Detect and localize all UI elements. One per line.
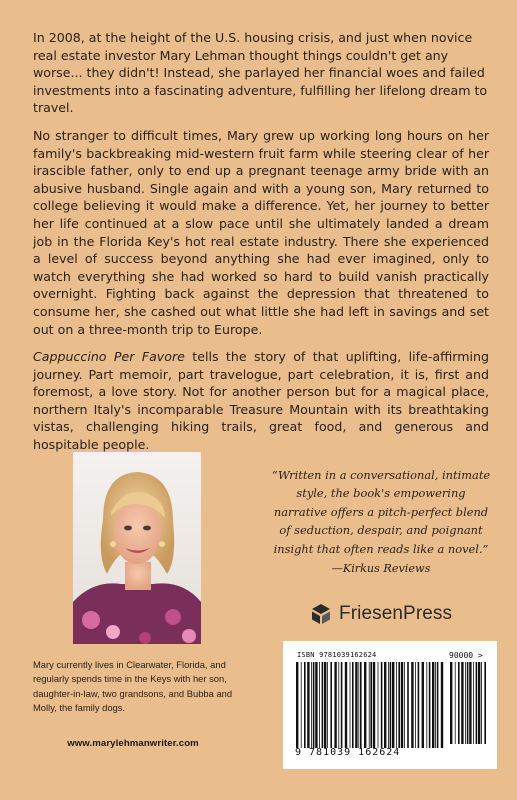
blurb-text	[33, 29, 489, 464]
barcode-bar	[373, 662, 375, 748]
isbn-barcode	[295, 662, 445, 748]
barcode-bar	[381, 662, 383, 748]
barcode-bar	[476, 662, 478, 744]
barcode-bar	[404, 662, 405, 748]
review-quote: “Written in a conversational, intimate style, the book's empowering narrative offers a pitch-perfect blend of seduction, despair, and poignant insight that often reads like a novel.”	[271, 468, 491, 556]
barcode-bar	[401, 662, 403, 748]
barcode-bar	[411, 662, 413, 748]
author-website: www.marylehmanwriter.com	[67, 738, 199, 749]
barcode-bar	[429, 662, 431, 748]
barcode-bar	[338, 662, 339, 748]
barcode-bar	[432, 662, 434, 748]
barcode-bar	[450, 662, 452, 744]
barcode-bar	[435, 662, 436, 748]
barcode-bar	[304, 662, 306, 748]
barcode-bar	[350, 662, 351, 748]
barcode-digits: 9 781039 162624	[295, 747, 401, 758]
barcode-bar	[355, 662, 357, 748]
price-barcode	[449, 662, 489, 744]
barcode-bar	[345, 662, 347, 748]
barcode-bar	[484, 662, 486, 744]
publisher-logo	[309, 600, 452, 628]
barcode-bar	[369, 662, 370, 748]
review-attribution: —Kirkus Reviews	[331, 562, 431, 575]
barcode-bar	[465, 662, 466, 744]
barcode-panel	[283, 641, 497, 769]
barcode-bar	[469, 662, 471, 744]
barcode-bar	[315, 662, 317, 748]
barcode-bar	[327, 662, 328, 748]
isbn-label: ISBN 9781039162624	[297, 651, 377, 659]
barcode-bar	[296, 662, 298, 748]
barcode-bar	[307, 662, 309, 748]
barcode-bar	[384, 662, 386, 748]
barcode-bar	[441, 662, 443, 748]
barcode-bar	[311, 662, 312, 748]
barcode-bar	[481, 662, 482, 744]
barcode-bar	[455, 662, 456, 744]
barcode-bar	[396, 662, 397, 748]
author-photo	[73, 452, 201, 644]
blurb-paragraph-3	[33, 348, 489, 454]
friesenpress-logo-icon	[309, 602, 333, 626]
barcode-bar	[330, 662, 332, 748]
barcode-bar	[461, 662, 463, 744]
barcode-bar	[378, 662, 379, 748]
barcode-bar	[478, 662, 480, 744]
barcode-bar	[422, 662, 424, 748]
barcode-bar	[407, 662, 409, 748]
barcode-bar	[392, 662, 394, 748]
barcode-bar	[319, 662, 320, 748]
barcode-bar	[370, 662, 372, 748]
publisher-name: FriesenPress	[339, 603, 453, 624]
barcode-bar	[364, 662, 366, 748]
barcode-bar	[313, 662, 315, 748]
barcode-bar	[415, 662, 416, 748]
barcode-bar	[324, 662, 326, 748]
barcode-bar	[398, 662, 400, 748]
price-code: 90000 >	[449, 651, 483, 660]
barcode-bar	[360, 662, 362, 748]
barcode-bar	[388, 662, 389, 748]
blurb-paragraph-2: No stranger to difficult times, Mary grew up working long hours on her family's backbreaking mid-western fruit farm while steering clear of her irascible father, only to end up a pregnant teenage army bride with an abusive husband. Single again and with a young son, Mary returned to college believing it would make a difference. Yet, her journey to better her life continued at a slow pace until she ultimately landed a dream job in the Florida Key's hot real estate industry. There she experienced a level of success beyond anything she had ever imagined, only to watch everything she had worked so hard to build vanish practically overnight. Fighting back against the depression that threatened to consume her, she cashed out what little she had left in savings and set out on a three-month trip to Europe.	[33, 127, 489, 337]
barcode-bar	[341, 662, 343, 748]
barcode-bar	[458, 662, 460, 744]
barcode-bar	[301, 662, 302, 748]
barcode-bar	[473, 662, 474, 744]
barcode-bar	[352, 662, 354, 748]
blurb-paragraph-3-text: tells the story of that uplifting, life-affirming journey. Part memoir, part travelogue, part celebration, it is, first and foremost, a love story. Not for another person but for a magical place, northern Italy's incomparable Treasure Mountain with its breathtaking vistas, challenging hiking trails, great food, and generous and hospitable people.	[33, 349, 489, 453]
barcode-bar	[390, 662, 392, 748]
barcode-bar	[322, 662, 324, 748]
author-bio: Mary currently lives in Clearwater, Florida, and regularly spends time in the Keys with her son, daughter-in-law, two grandsons, and Bubba and Molly, the family dogs.	[33, 659, 233, 713]
barcode-bar	[418, 662, 420, 748]
barcode-bar	[358, 662, 359, 748]
book-title-italic: Cappuccino Per Favore	[33, 349, 185, 365]
barcode-bar	[426, 662, 427, 748]
blurb-paragraph-1: In 2008, at the height of the U.S. housing crisis, and just when novice real estate investor Mary Lehman thought things couldn't get any worse... they didn't! Instead, she parlayed her financial woes and failed investments into a fascinating adventure, fulfilling her lifelong dream to travel.	[33, 30, 488, 116]
barcode-bar	[437, 662, 439, 748]
barcode-bar	[467, 662, 469, 744]
barcode-bar	[334, 662, 336, 748]
